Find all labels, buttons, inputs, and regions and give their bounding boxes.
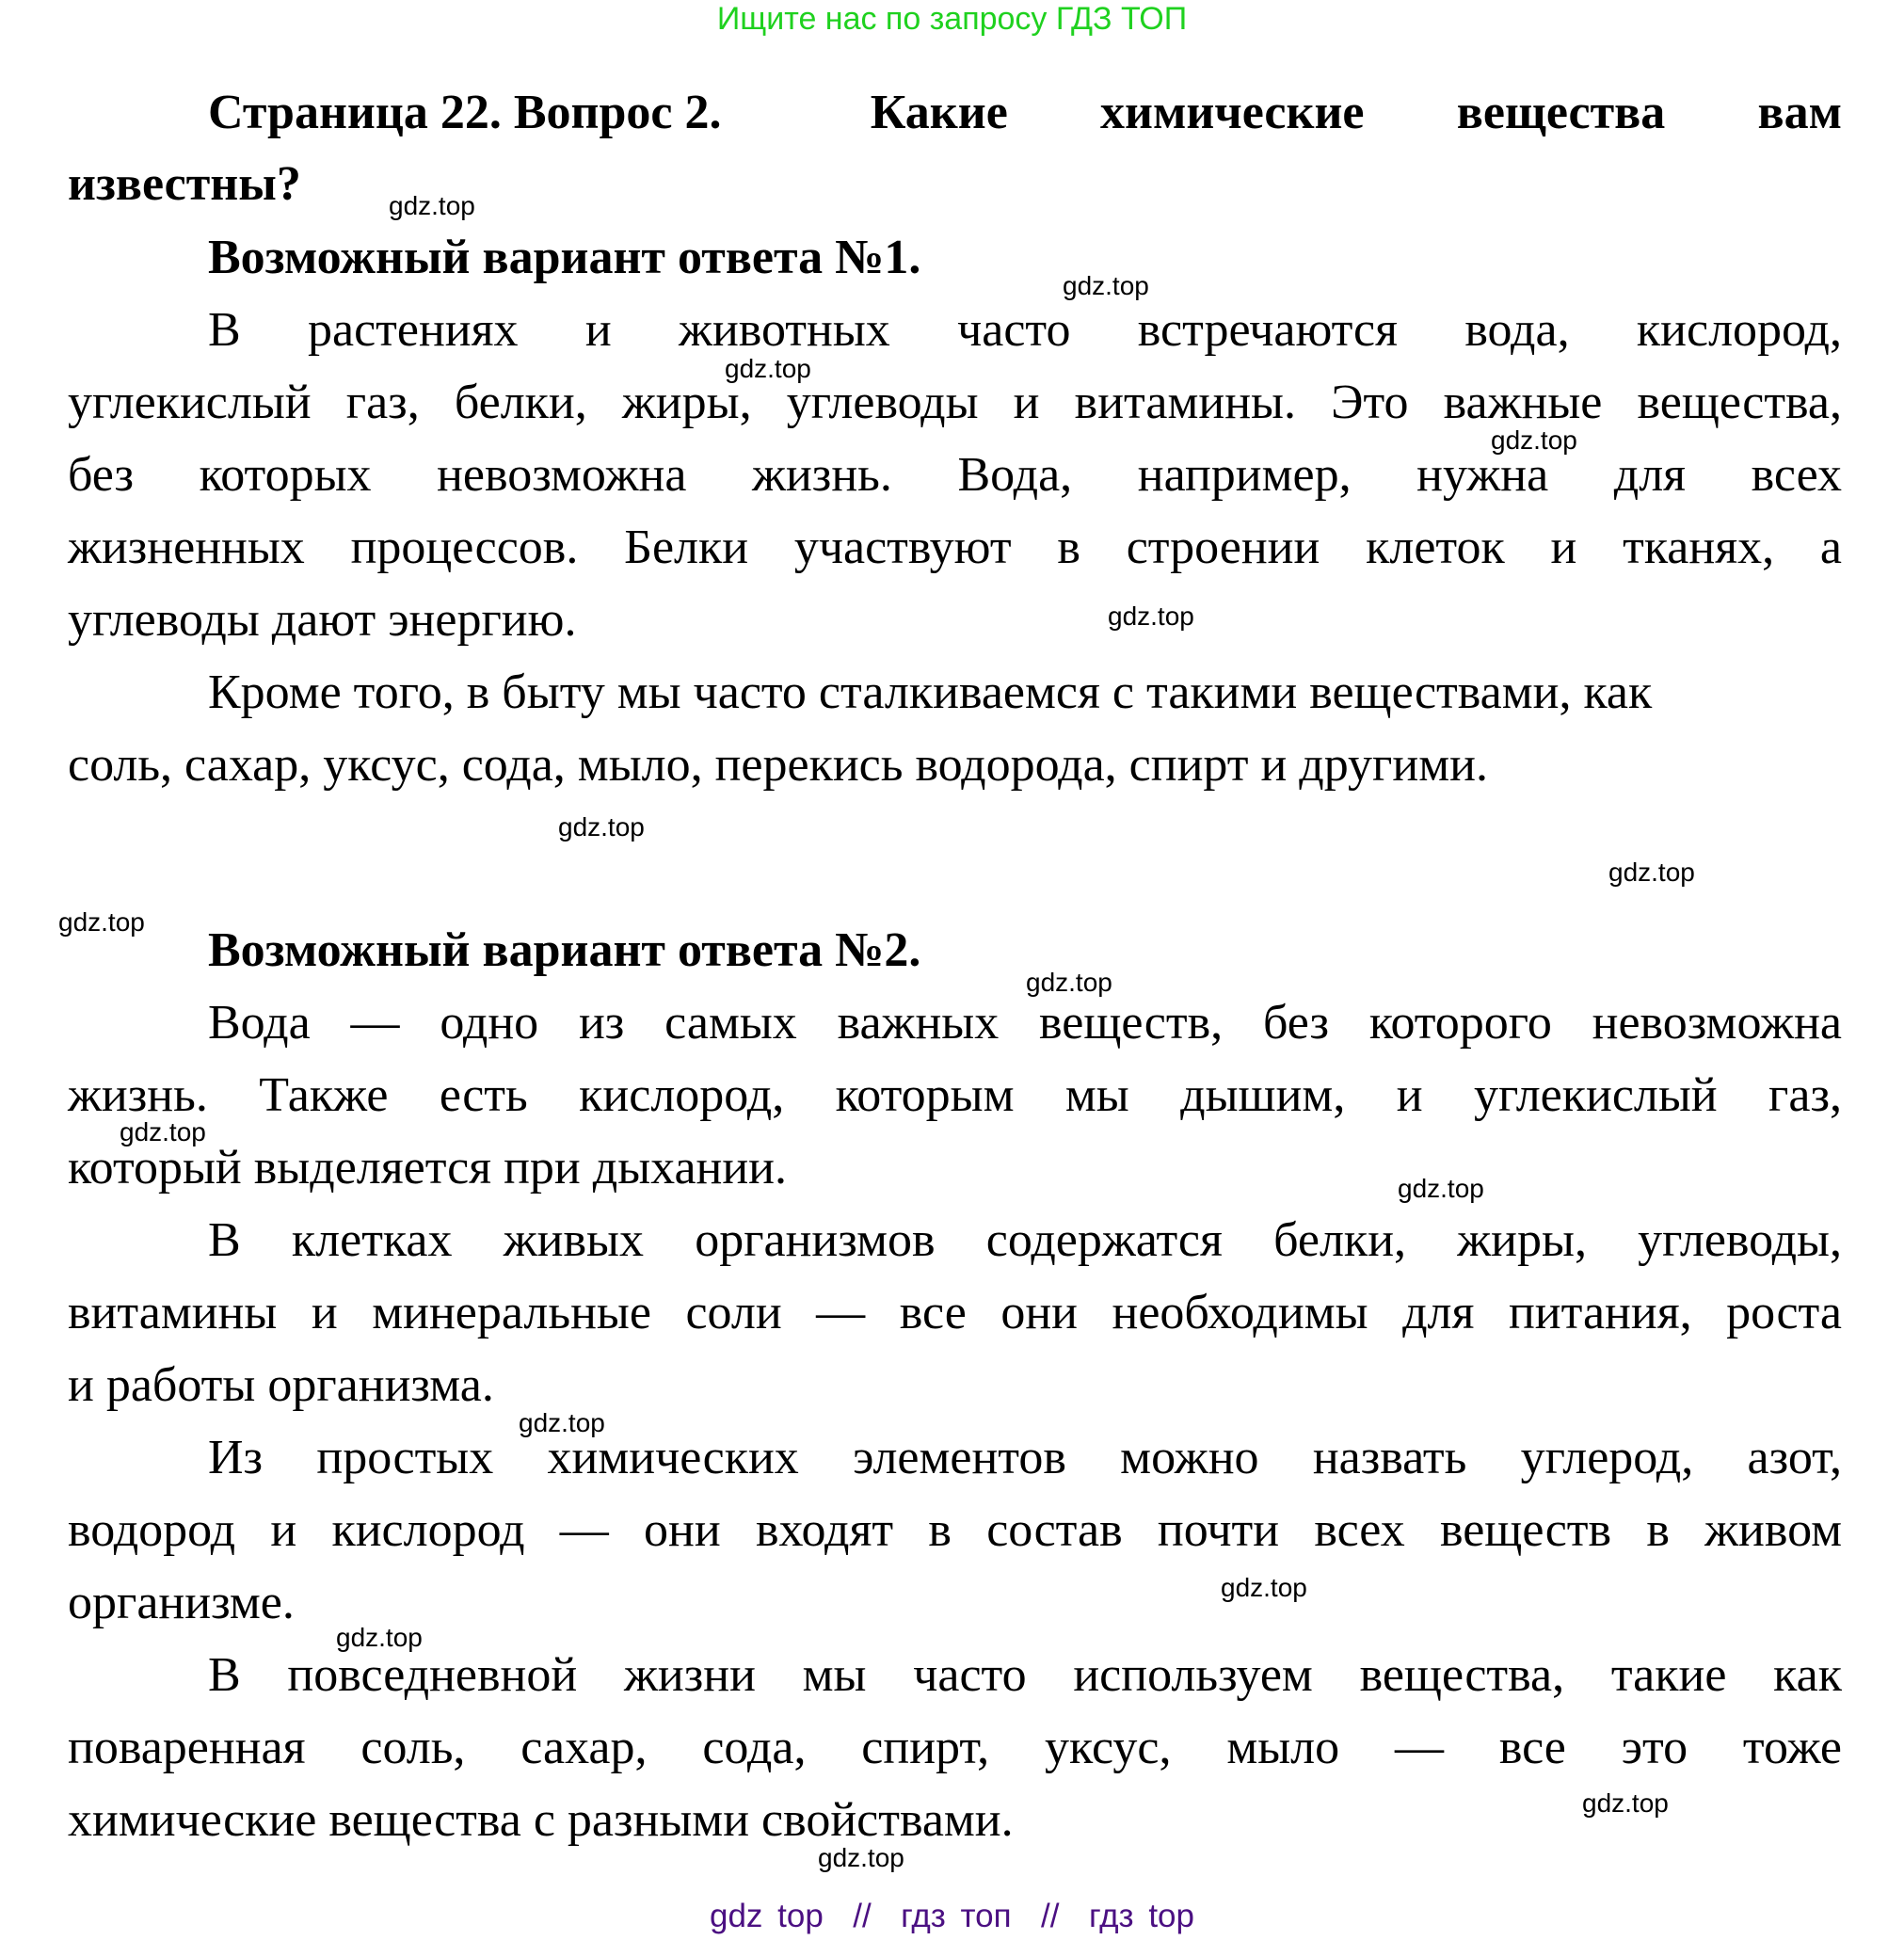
watermark: gdz.top [1221,1573,1307,1602]
answer2-heading: Возможный вариант ответа №2. [208,923,921,977]
answer1-line: углекислый газ, белки, жиры, углеводы и витамины. Это важные вещества, [68,376,1842,429]
answer2-line: организме. [68,1576,295,1629]
watermark: gdz.top [120,1117,206,1146]
answer2-line: и работы организма. [68,1358,494,1412]
answer2-line: водород и кислород — они входят в состав почти всех веществ в живом [68,1503,1842,1557]
question-title-word: Какие [870,86,1008,139]
watermark: gdz.top [725,354,811,383]
watermark: gdz.top [58,907,145,937]
answer2-line: В клетках живых организмов содержатся белки, жиры, углеводы, [208,1213,1842,1267]
answer2-line: В повседневной жизни мы часто используем вещества, такие как [208,1648,1842,1702]
question-title-word: химические [1100,86,1365,139]
search-hint-banner: Ищите нас по запросу ГДЗ ТОП [716,1,1188,37]
answer2-line: витамины и минеральные соли — все они необходимы для питания, роста [68,1286,1842,1339]
watermark: gdz.top [336,1623,423,1652]
answer2-line: Вода — одно из самых важных веществ, без которого невозможна [208,996,1842,1050]
answer1-line: соль, сахар, уксус, сода, мыло, перекись водорода, спирт и другими. [68,738,1488,792]
answer2-line: Из простых химических элементов можно назвать углерод, азот, [208,1431,1842,1484]
footer-links: gdz top // гдз топ // гдз top [710,1898,1194,1934]
answer1-line: углеводы дают энергию. [68,593,577,647]
answer2-line: поваренная соль, сахар, сода, спирт, уксус, мыло — все это тоже [68,1721,1842,1774]
watermark: gdz.top [1108,601,1194,631]
watermark: gdz.top [1582,1788,1669,1818]
watermark: gdz.top [519,1408,605,1437]
answer1-heading: Возможный вариант ответа №1. [208,231,921,284]
watermark: gdz.top [1491,425,1577,455]
answer1-line: жизненных процессов. Белки участвуют в строении клеток и тканях, а [68,521,1842,574]
watermark: gdz.top [558,812,645,842]
question-title-word: Страница 22. Вопрос 2. [208,86,722,139]
answer1-line: без которых невозможна жизнь. Вода, например, нужна для всех [68,448,1842,502]
answer2-line: химические вещества с разными свойствами. [68,1793,1014,1847]
watermark: gdz.top [1063,271,1149,300]
watermark: gdz.top [389,191,475,220]
question-title [208,85,1842,141]
watermark: gdz.top [1398,1174,1484,1203]
watermark: gdz.top [1026,968,1112,997]
question-title-word: вам [1757,86,1842,139]
answer1-line: Кроме того, в быту мы часто сталкиваемся с такими веществами, как [208,665,1653,719]
watermark: gdz.top [1608,858,1695,887]
answer2-line: который выделяется при дыхании. [68,1141,788,1194]
question-title-word: вещества [1456,86,1666,139]
watermark: gdz.top [818,1843,904,1872]
answer1-line: В растениях и животных часто встречаются вода, кислород, [208,303,1842,357]
question-title-line2: известны? [68,157,301,211]
answer2-line: жизнь. Также есть кислород, которым мы дышим, и углекислый газ, [68,1068,1842,1122]
